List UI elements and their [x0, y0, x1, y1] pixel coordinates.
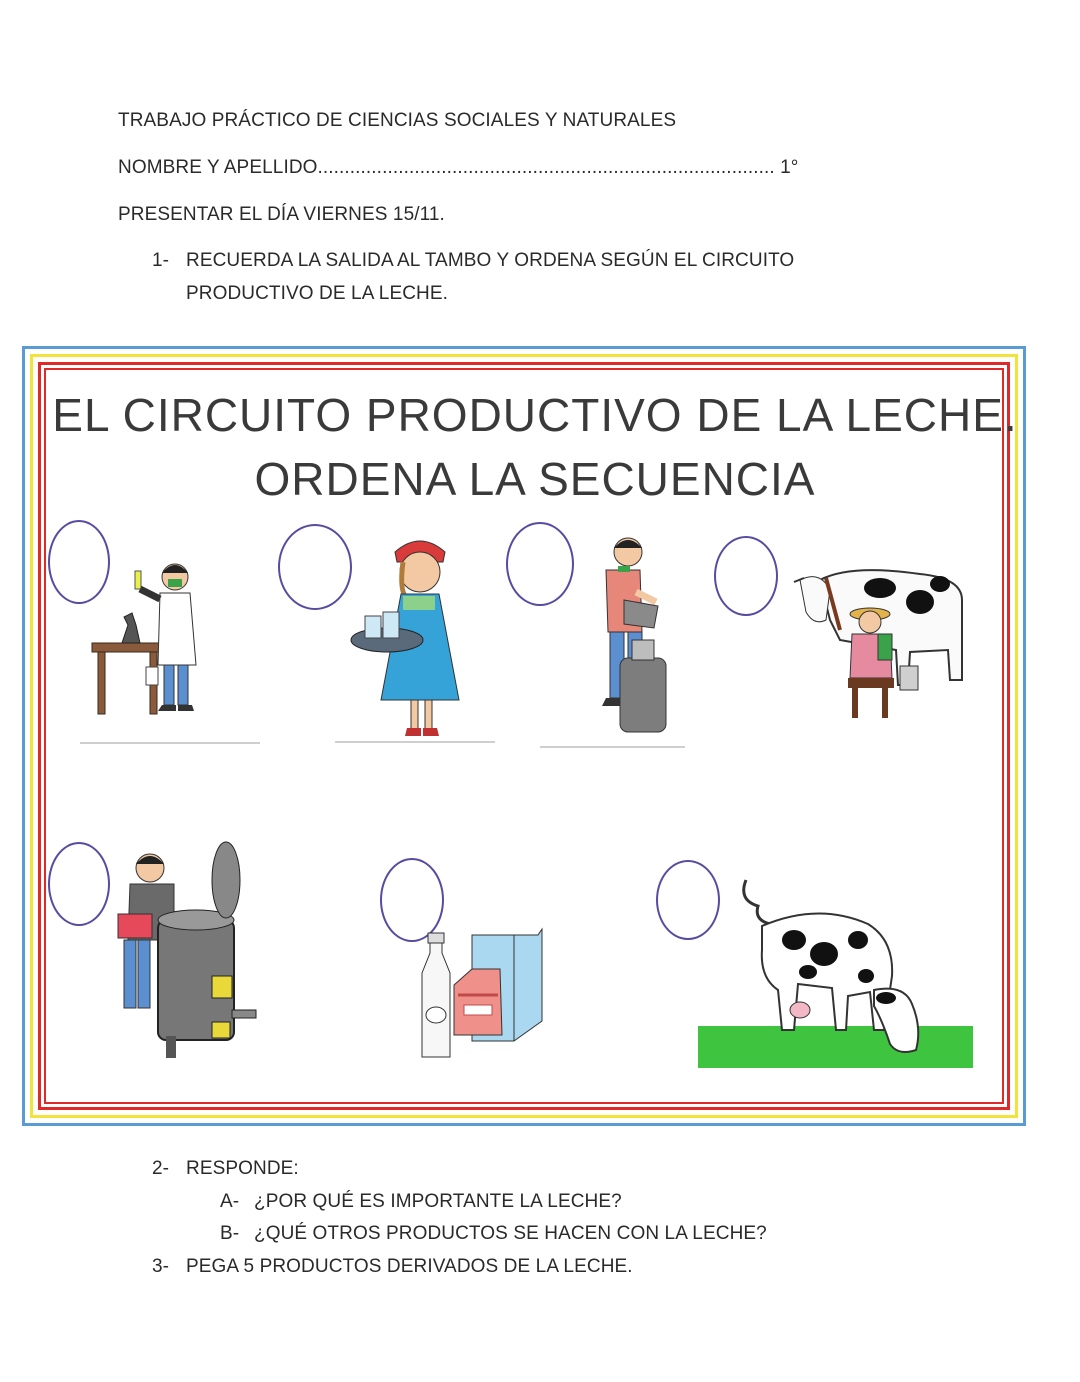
girl-with-milk-picture: [335, 532, 505, 747]
answer-oval-5[interactable]: [48, 842, 110, 926]
processing-machine-picture: [108, 850, 258, 1060]
answer-oval-4[interactable]: [714, 536, 778, 616]
cow-grazing-picture: [698, 880, 973, 1070]
question-3-number: 3-: [152, 1256, 170, 1277]
question-2a-letter: A-: [220, 1191, 240, 1212]
farmer-milking-cow-picture: [790, 560, 970, 730]
question-2-number: 2-: [152, 1158, 170, 1179]
worksheet-title: EL CIRCUITO PRODUCTIVO DE LA LECHE.: [52, 389, 1018, 441]
worker-pouring-milk-picture: [540, 532, 690, 750]
name-line: NOMBRE Y APELLIDO..................................................................................... 1°: [118, 157, 799, 178]
lab-technician-picture: [80, 555, 260, 750]
worksheet-subtitle: ORDENA LA SECUENCIA: [254, 453, 816, 505]
question-2-label: RESPONDE:: [186, 1158, 299, 1179]
question-2b-letter: B-: [220, 1223, 240, 1244]
question-1-line-2: PRODUCTIVO DE LA LECHE.: [186, 283, 449, 304]
question-2b-text: ¿QUÉ OTROS PRODUCTOS SE HACEN CON LA LECHE?: [254, 1223, 767, 1244]
header-title: TRABAJO PRÁCTICO DE CIENCIAS SOCIALES Y NATURALES: [118, 110, 677, 131]
question-1-number: 1-: [152, 250, 170, 271]
question-2a-text: ¿POR QUÉ ES IMPORTANTE LA LECHE?: [254, 1191, 622, 1212]
dairy-products-picture: [410, 925, 555, 1065]
question-1-line-1: RECUERDA LA SALIDA AL TAMBO Y ORDENA SEGÚN EL CIRCUITO: [186, 250, 795, 271]
due-date: PRESENTAR EL DÍA VIERNES 15/11.: [118, 204, 445, 225]
question-3-text: PEGA 5 PRODUCTOS DERIVADOS DE LA LECHE.: [186, 1256, 633, 1277]
